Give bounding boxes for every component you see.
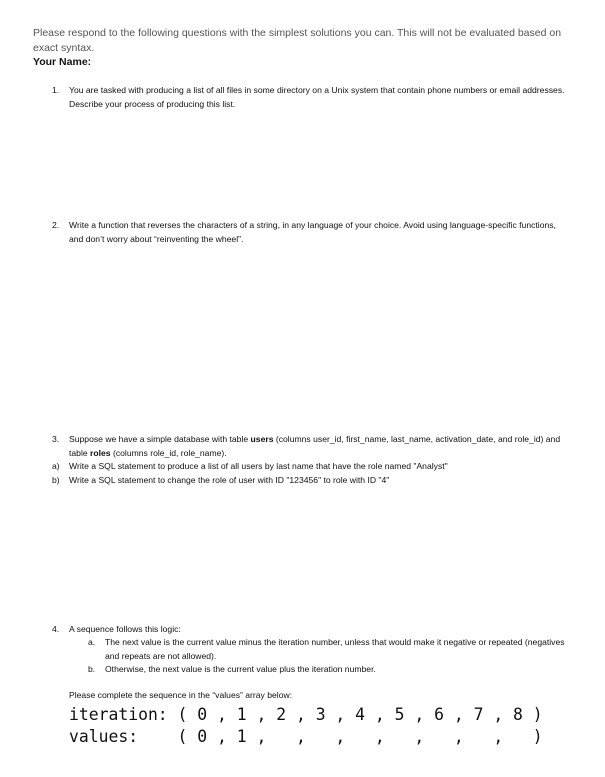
sequence-block (69, 704, 543, 748)
sub-label: a. (88, 637, 96, 647)
values-line: values: ( 0 , 1 , , , , , , , ) (69, 727, 543, 746)
question-number: 4. (52, 624, 60, 634)
question-number: 1. (52, 85, 60, 95)
sub-text: Write a SQL statement to change the role of user with ID "123456" to role with ID "4" (69, 475, 390, 485)
question-text: Suppose we have a simple database with table users (columns user_id, first_name, last_name, activation_date, and role_id) and table roles (columns role_id, role_name). (69, 434, 561, 458)
sub-text: Write a SQL statement to produce a list of all users by last name that have the role named "Analyst" (69, 461, 448, 471)
question-number: 3. (52, 434, 60, 444)
sequence-instruction: Please complete the sequence in the “values” array below: (69, 690, 293, 700)
your-name-label: Your Name: (33, 56, 92, 68)
sub-label: b. (88, 664, 96, 674)
sub-label: b) (52, 475, 60, 485)
table-name-roles: roles (90, 447, 111, 458)
question-text: Write a function that reverses the characters of a string, in any language of your choice. Avoid using language-specific functions, and don’t worry about “reinventing the wheel”. (69, 220, 556, 244)
question-number: 2. (52, 220, 60, 230)
sub-text: Otherwise, the next value is the current value plus the iteration number. (105, 664, 376, 674)
question-text: You are tasked with producing a list of all files in some directory on a Unix system that contain phone numbers or email addresses. Describe your process of producing this list. (69, 85, 565, 109)
table-name-users: users (250, 434, 274, 444)
question-text: A sequence follows this logic: (69, 624, 181, 634)
sub-label: a) (52, 461, 60, 471)
iteration-line: iteration: ( 0 , 1 , 2 , 3 , 4 , 5 , 6 , 7 , 8 ) (69, 705, 543, 724)
intro-text: Please respond to the following questions with the simplest solutions you can. This will not be evaluated based on exact syntax. (33, 27, 562, 54)
sub-text: The next value is the current value minus the iteration number, unless that would make it negative or repeated (negatives and repeats are not allowed). (105, 637, 565, 661)
